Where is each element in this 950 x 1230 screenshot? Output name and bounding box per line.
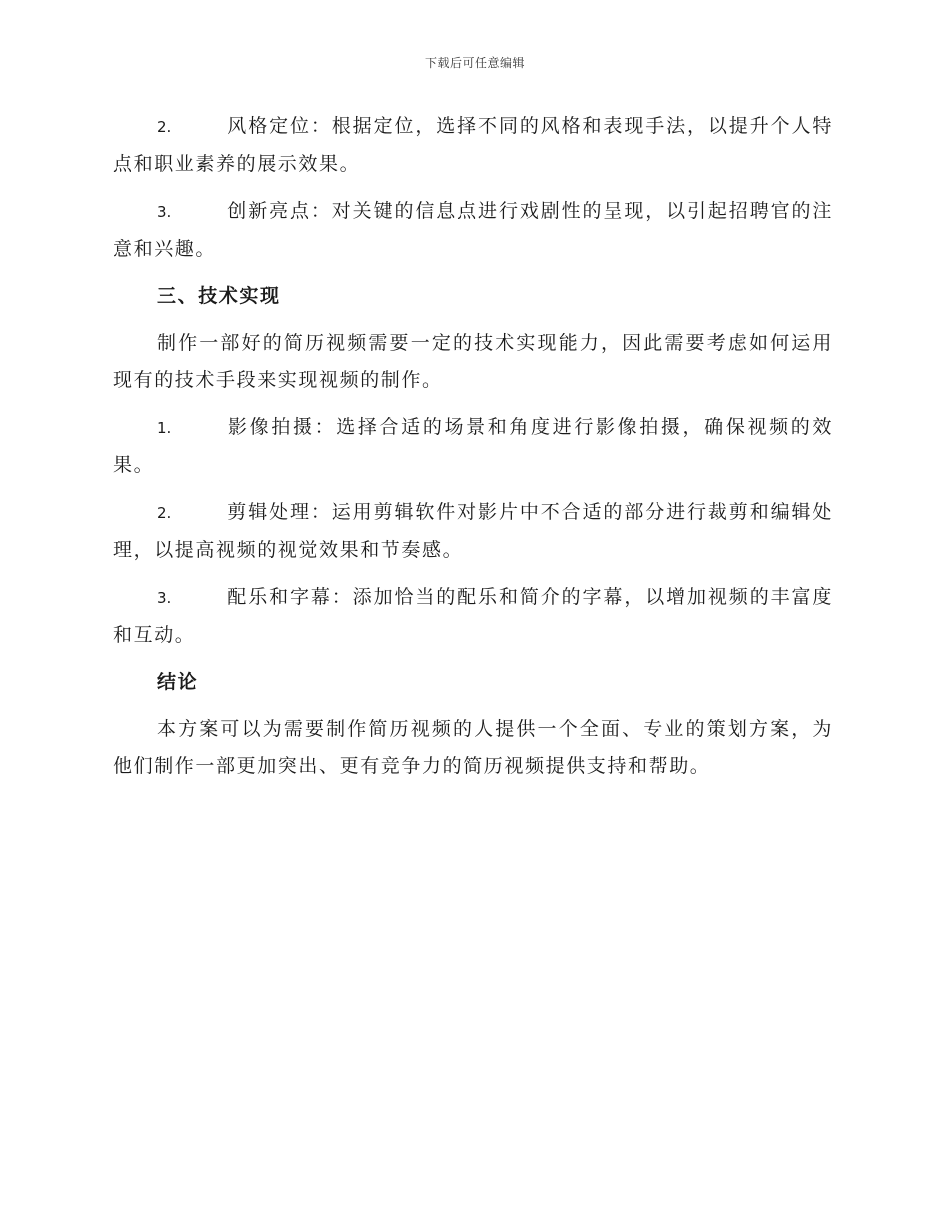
section-intro-paragraph: 制作一部好的简历视频需要一定的技术实现能力，因此需要考虑如何运用现有的技术手段来实现视频的制作。 (113, 332, 833, 391)
list-item (113, 108, 833, 183)
list-item-number: 3. (157, 589, 172, 607)
document-body (113, 108, 833, 795)
list-item (113, 494, 833, 569)
list-item-text: 风格定位：根据定位，选择不同的风格和表现手法，以提升个人特点和职业素养的展示效果。 (113, 115, 833, 175)
list-item-text: 创新亮点：对关键的信息点进行戏剧性的呈现，以引起招聘官的注意和兴趣。 (113, 200, 833, 260)
list-item-number: 2. (157, 118, 172, 136)
list-item-text: 剪辑处理：运用剪辑软件对影片中不合适的部分进行裁剪和编辑处理，以提高视频的视觉效果和节奏感。 (113, 501, 833, 561)
list-item (113, 193, 833, 268)
conclusion-paragraph: 本方案可以为需要制作简历视频的人提供一个全面、专业的策划方案，为他们制作一部更加突出、更有竞争力的简历视频提供支持和帮助。 (113, 718, 833, 777)
section-heading-conclusion: 结论 (157, 671, 199, 693)
list-item-number: 2. (157, 504, 172, 522)
section-heading-tech: 三、技术实现 (157, 285, 281, 307)
list-item-number: 1. (157, 419, 172, 437)
list-item-number: 3. (157, 203, 172, 221)
list-item-text: 影像拍摄：选择合适的场景和角度进行影像拍摄，确保视频的效果。 (113, 416, 833, 476)
list-item (113, 579, 833, 654)
list-item-text: 配乐和字幕：添加恰当的配乐和简介的字幕，以增加视频的丰富度和互动。 (113, 586, 833, 646)
page-header: 下载后可任意编辑 (424, 56, 525, 70)
list-item (113, 409, 833, 484)
